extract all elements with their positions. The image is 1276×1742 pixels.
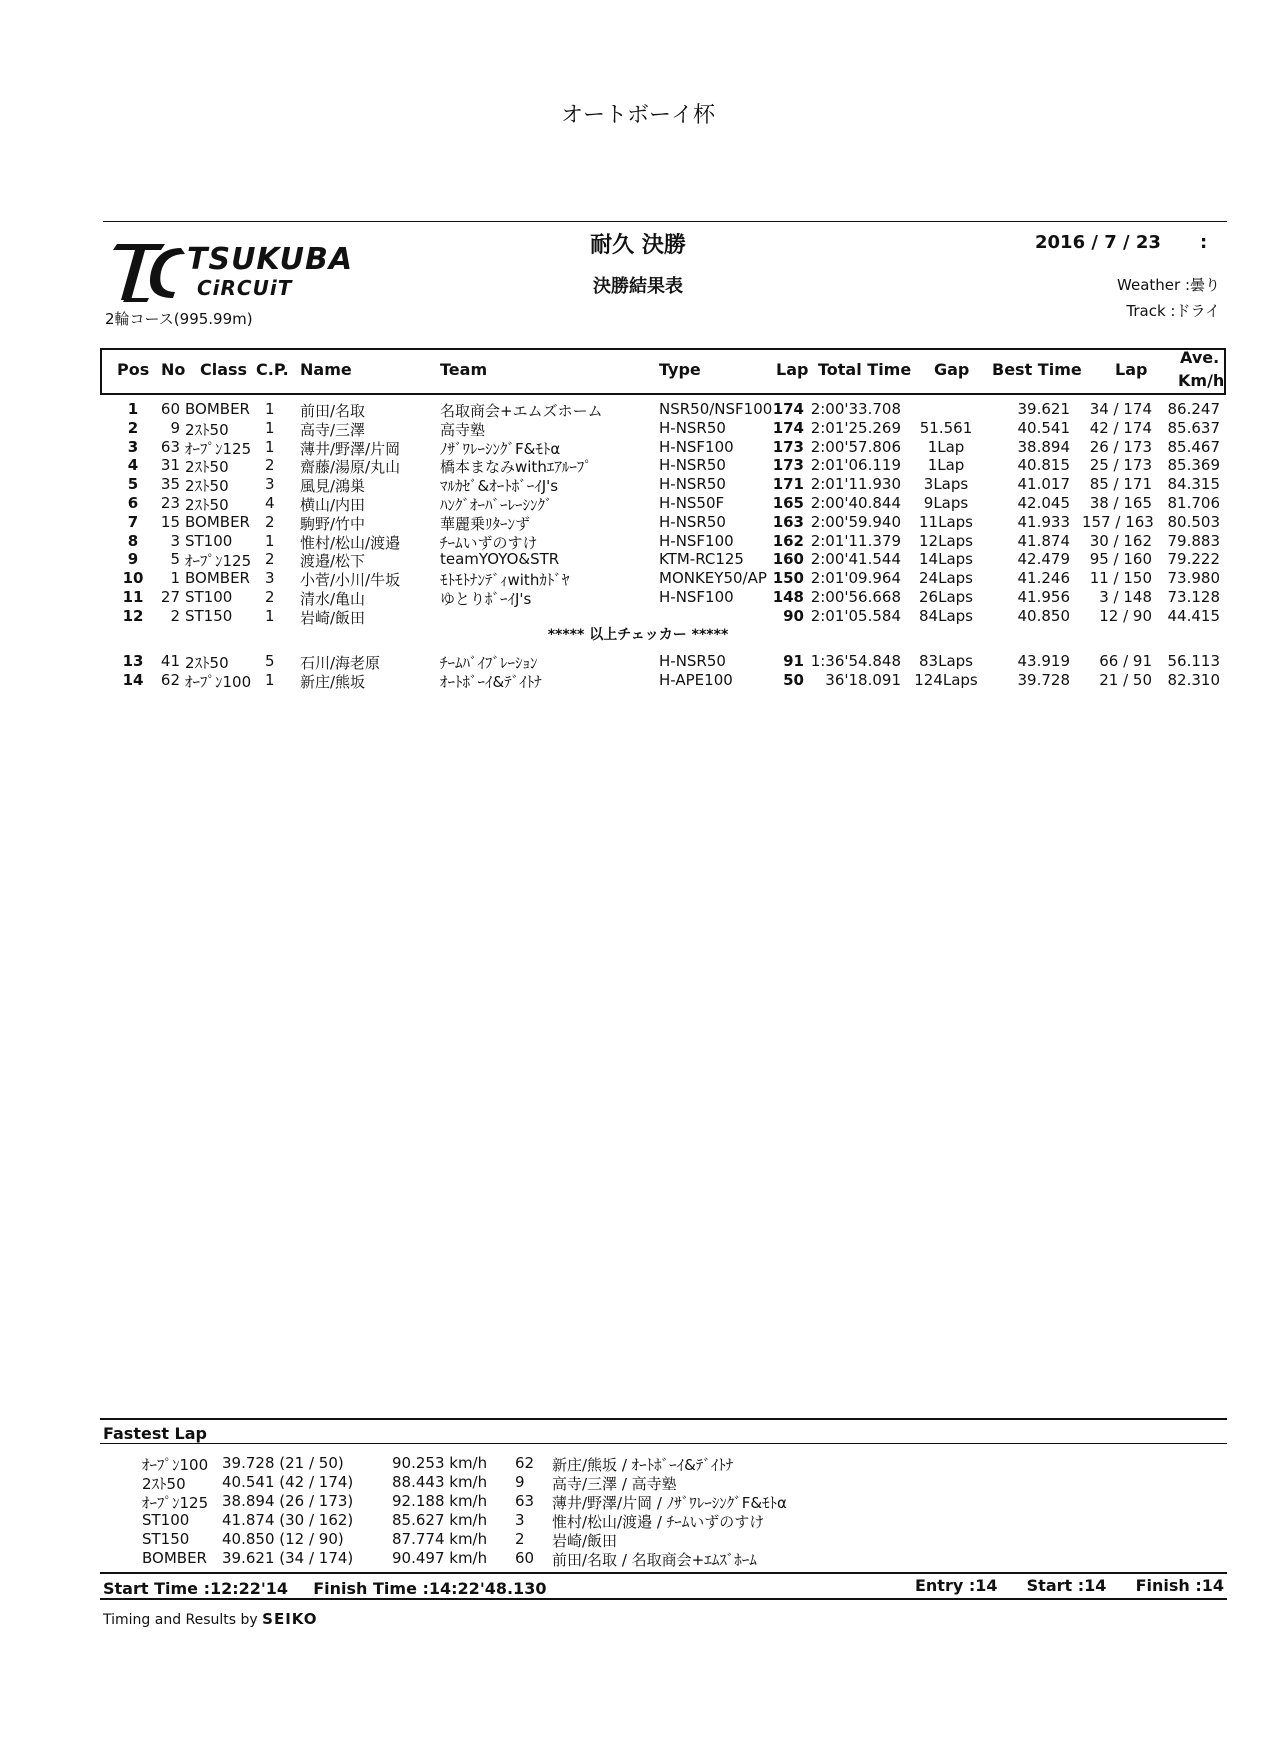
- fastest-rider-team: 惟村/松山/渡邉 / ﾁｰﾑいずのすけ: [552, 1513, 765, 1531]
- position: 14: [122, 670, 144, 689]
- fastest-class: ST150: [142, 1530, 190, 1548]
- best-lap: 95 / 160: [1089, 550, 1152, 569]
- fastest-car-number: 2: [515, 1530, 525, 1548]
- team-name: 高寺塾: [440, 420, 486, 439]
- class: 2ｽﾄ50: [185, 477, 229, 496]
- col-class: Class: [200, 360, 248, 379]
- table-row: [0, 532, 1276, 550]
- machine-type: H-NSR50: [659, 418, 726, 437]
- best-time: 41.874: [1017, 531, 1070, 550]
- machine-type: H-NSF100: [659, 588, 734, 606]
- machine-type: H-NSR50: [659, 456, 726, 475]
- class: 2ｽﾄ50: [185, 458, 229, 477]
- lap-count: 174: [772, 418, 804, 437]
- average-speed: 85.637: [1167, 418, 1220, 437]
- best-time: 40.850: [1017, 606, 1070, 625]
- best-time: 41.017: [1017, 475, 1070, 494]
- lap-count: 171: [772, 475, 804, 494]
- team-name: ﾊﾝｸﾞｵｰﾊﾞｰﾚｰｼﾝｸﾞ: [440, 496, 553, 514]
- total-time: 2:01'11.379: [810, 531, 901, 550]
- best-lap: 12 / 90: [1099, 606, 1152, 625]
- car-number: 15: [160, 512, 180, 531]
- class-position: 2: [265, 456, 275, 475]
- total-time: 2:00'41.544: [810, 550, 901, 569]
- footer-top-rule: [100, 1572, 1227, 1574]
- fastest-speed: 90.497 km/h: [392, 1549, 488, 1567]
- col-no: No: [161, 360, 186, 379]
- fastest-time: 41.874 (30 / 162): [222, 1511, 354, 1529]
- table-header-bottom-rule: [100, 393, 1226, 395]
- lap-count: 165: [772, 494, 804, 512]
- average-speed: 73.980: [1167, 569, 1220, 588]
- class-position: 3: [265, 475, 275, 494]
- car-number: 5: [170, 550, 180, 569]
- table-row: [0, 456, 1276, 477]
- position: 13: [122, 652, 144, 670]
- table-row: [0, 400, 1276, 418]
- total-time: 2:01'05.584: [810, 606, 901, 625]
- fastest-car-number: 63: [515, 1492, 535, 1510]
- class-position: 2: [265, 512, 275, 531]
- seiko-logo: SEIKO: [262, 1610, 318, 1628]
- race-times: [103, 1579, 546, 1598]
- class-position: 3: [265, 569, 275, 588]
- table-row: [0, 607, 1276, 625]
- col-name: Name: [300, 360, 352, 379]
- fastest-class: BOMBER: [142, 1549, 207, 1567]
- rider-names: 清水/亀山: [300, 590, 366, 608]
- car-number: 31: [160, 456, 180, 475]
- machine-type: H-NSR50: [659, 652, 726, 670]
- car-number: 62: [160, 670, 180, 689]
- class: ST100: [185, 588, 233, 606]
- class: BOMBER: [185, 512, 250, 531]
- rider-names: 岩崎/飯田: [300, 608, 366, 627]
- best-lap: 25 / 173: [1089, 456, 1152, 475]
- total-time: 2:00'57.806: [810, 437, 901, 456]
- table-row: [0, 588, 1276, 606]
- lap-count: 91: [783, 652, 804, 670]
- machine-type: H-NSR50: [659, 512, 726, 531]
- team-name: 橋本まなみwithｴｱﾙｰﾌﾟ: [440, 458, 592, 477]
- car-number: 63: [160, 437, 180, 456]
- lap-count: 173: [772, 456, 804, 475]
- machine-type: H-NSF100: [659, 437, 734, 456]
- fastest-speed: 87.774 km/h: [392, 1530, 488, 1548]
- class: ST100: [185, 531, 233, 550]
- fastest-car-number: 9: [515, 1473, 525, 1491]
- total-time: 1:36'54.848: [810, 652, 901, 670]
- average-speed: 44.415: [1167, 606, 1220, 625]
- best-time: 41.956: [1017, 588, 1070, 606]
- gap: 124Laps: [914, 670, 978, 689]
- footer-bottom-rule: [100, 1598, 1227, 1600]
- class: 2ｽﾄ50: [185, 496, 229, 514]
- event-title: 耐久 決勝: [590, 233, 686, 258]
- col-lap: Lap: [776, 360, 809, 379]
- class-position: 1: [265, 418, 275, 437]
- col-gap: Gap: [934, 360, 970, 379]
- average-speed: 79.883: [1167, 531, 1220, 550]
- fastest-class: 2ｽﾄ50: [142, 1475, 186, 1493]
- class-position: 1: [265, 531, 275, 550]
- team-name: 華麗乗ﾘﾀｰﾝず: [440, 514, 531, 533]
- rider-names: 風見/鴻巣: [300, 477, 366, 496]
- col-total-time: Total Time: [818, 360, 912, 379]
- col-best-lap: Lap: [1115, 360, 1148, 379]
- race-date: 2016 / 7 / 23: [1035, 232, 1161, 253]
- car-number: 41: [160, 652, 180, 670]
- report-subtitle: 決勝結果表: [593, 276, 683, 297]
- table-row: [0, 671, 1276, 689]
- col-team: Team: [440, 360, 488, 379]
- team-name: 名取商会+エムズホーム: [440, 402, 603, 420]
- gap: 14Laps: [919, 550, 973, 569]
- position: 1: [127, 400, 139, 418]
- fastest-lap-row: [0, 1530, 1276, 1548]
- col-best-time: Best Time: [992, 360, 1082, 379]
- team-name: ゆとりﾎﾞｰｲJ's: [440, 590, 532, 608]
- rider-names: 薄井/野澤/片岡: [300, 439, 401, 458]
- rider-names: 高寺/三澤: [300, 420, 366, 439]
- total-time: 2:01'11.930: [810, 475, 901, 494]
- fastest-class: ｵｰﾌﾟﾝ125: [142, 1494, 209, 1512]
- checker-divider: ***** 以上チェッカー *****: [547, 627, 729, 643]
- total-time: 2:00'40.844: [810, 494, 901, 512]
- best-lap: 11 / 150: [1089, 569, 1152, 588]
- track-status: Track :ドライ: [1126, 302, 1220, 320]
- gap: 9Laps: [923, 494, 969, 512]
- lap-count: 163: [772, 512, 804, 531]
- lap-count: 160: [772, 550, 804, 569]
- best-lap: 85 / 171: [1089, 475, 1152, 494]
- position: 2: [127, 418, 139, 437]
- col-kmh: Km/h: [1178, 371, 1225, 390]
- machine-type: H-APE100: [659, 670, 733, 689]
- car-number: 9: [170, 418, 180, 437]
- logo-word-bottom: CiRCUiT: [197, 276, 293, 300]
- gap: 3Laps: [923, 475, 969, 494]
- average-speed: 80.503: [1167, 512, 1220, 531]
- machine-type: H-NS50F: [659, 494, 725, 512]
- total-time: 2:01'25.269: [810, 418, 901, 437]
- col-pos: Pos: [117, 360, 150, 379]
- best-lap: 21 / 50: [1099, 670, 1152, 689]
- rider-names: 渡邉/松下: [300, 552, 366, 571]
- car-number: 23: [160, 494, 180, 512]
- fastest-lap-title-rule: [100, 1443, 1227, 1444]
- position: 3: [127, 437, 139, 456]
- position: 12: [122, 606, 144, 625]
- fastest-rider-team: 岩崎/飯田: [552, 1532, 618, 1550]
- best-time: 42.479: [1017, 550, 1070, 569]
- average-speed: 86.247: [1167, 400, 1220, 418]
- table-row: [0, 652, 1276, 670]
- lap-count: 90: [783, 606, 804, 625]
- best-lap: 38 / 165: [1089, 494, 1152, 512]
- fastest-lap-row: [0, 1511, 1276, 1529]
- average-speed: 85.467: [1167, 437, 1220, 456]
- total-time: 2:00'56.668: [810, 588, 901, 606]
- fastest-lap-title: Fastest Lap: [103, 1424, 207, 1443]
- machine-type: MONKEY50/AP: [659, 569, 767, 588]
- lap-count: 173: [772, 437, 804, 456]
- course-length: 2輪コース(995.99m): [105, 310, 253, 328]
- fastest-rider-team: 高寺/三澤 / 高寺塾: [552, 1475, 677, 1493]
- fastest-class: ｵｰﾌﾟﾝ100: [142, 1456, 209, 1474]
- class: ｵｰﾌﾟﾝ125: [185, 552, 252, 571]
- fastest-rider-team: 前田/名取 / 名取商会+ｴﾑｽﾞﾎｰﾑ: [552, 1551, 757, 1569]
- team-name: ﾏﾙｶｾﾞ&ｵｰﾄﾎﾞｰｲJ's: [440, 477, 559, 496]
- car-number: 35: [160, 475, 180, 494]
- machine-type: KTM-RC125: [659, 550, 744, 569]
- gap: 12Laps: [919, 531, 973, 550]
- rider-names: 前田/名取: [300, 402, 366, 420]
- best-lap: 66 / 91: [1099, 652, 1152, 670]
- average-speed: 85.369: [1167, 456, 1220, 475]
- lap-count: 50: [783, 670, 804, 689]
- best-time: 41.246: [1017, 569, 1070, 588]
- fastest-rider-team: 新庄/熊坂 / ｵｰﾄﾎﾞｰｲ&ﾃﾞｲﾄﾅ: [552, 1456, 734, 1474]
- gap: 83Laps: [919, 652, 973, 670]
- team-name: ﾉｻﾞﾜﾚｰｼﾝｸﾞF&ﾓﾄα: [440, 439, 561, 458]
- average-speed: 81.706: [1167, 494, 1220, 512]
- table-row: [0, 419, 1276, 437]
- class: BOMBER: [185, 569, 250, 588]
- fastest-time: 38.894 (26 / 173): [222, 1492, 354, 1510]
- gap: 1Lap: [927, 437, 965, 456]
- machine-type: NSR50/NSF100: [659, 400, 773, 418]
- fastest-lap-row: [0, 1492, 1276, 1510]
- finish-time: Finish Time :14:22'48.130: [313, 1579, 547, 1598]
- average-speed: 73.128: [1167, 588, 1220, 606]
- rider-names: 横山/内田: [300, 496, 366, 514]
- lap-count: 174: [772, 400, 804, 418]
- position: 11: [122, 588, 144, 606]
- credit-prefix: Timing and Results by: [103, 1612, 258, 1628]
- best-time: 40.815: [1017, 456, 1070, 475]
- fastest-car-number: 62: [515, 1454, 535, 1472]
- best-time: 41.933: [1017, 512, 1070, 531]
- machine-type: H-NSF100: [659, 531, 734, 550]
- total-time: 2:01'06.119: [810, 456, 901, 475]
- class-position: 5: [265, 652, 275, 670]
- average-speed: 79.222: [1167, 550, 1220, 569]
- table-row: [0, 494, 1276, 512]
- fastest-class: ST100: [142, 1511, 190, 1529]
- lap-count: 150: [772, 569, 804, 588]
- timing-credit: [103, 1610, 318, 1628]
- total-time: 2:01'09.964: [810, 569, 901, 588]
- fastest-speed: 90.253 km/h: [392, 1454, 488, 1472]
- rider-names: 石川/海老原: [300, 654, 381, 672]
- position: 9: [127, 550, 139, 569]
- class-position: 2: [265, 550, 275, 569]
- lap-count: 162: [772, 531, 804, 550]
- best-time: 40.541: [1017, 418, 1070, 437]
- col-cp: C.P.: [256, 360, 289, 379]
- gap: 24Laps: [919, 569, 973, 588]
- rider-names: 惟村/松山/渡邉: [300, 533, 401, 552]
- machine-type: H-NSR50: [659, 475, 726, 494]
- table-row: [0, 475, 1276, 496]
- best-time: 43.919: [1017, 652, 1070, 670]
- class-position: 2: [265, 588, 275, 606]
- header-top-rule: [103, 221, 1227, 222]
- class: 2ｽﾄ50: [185, 654, 229, 672]
- class: ST150: [185, 606, 233, 625]
- best-time: 38.894: [1017, 437, 1070, 456]
- start-time: Start Time :12:22'14: [103, 1579, 289, 1598]
- best-time: 39.728: [1017, 670, 1070, 689]
- average-speed: 82.310: [1167, 670, 1220, 689]
- car-number: 2: [170, 606, 180, 625]
- total-time: 2:00'59.940: [810, 512, 901, 531]
- class-position: 1: [265, 437, 275, 456]
- average-speed: 56.113: [1167, 652, 1220, 670]
- fastest-time: 39.728 (21 / 50): [222, 1454, 344, 1472]
- best-lap: 26 / 173: [1089, 437, 1152, 456]
- fastest-car-number: 60: [515, 1549, 535, 1567]
- col-type: Type: [659, 360, 701, 379]
- position: 8: [127, 531, 139, 550]
- car-number: 3: [170, 531, 180, 550]
- position: 4: [127, 456, 139, 475]
- table-row: [0, 550, 1276, 571]
- fastest-speed: 85.627 km/h: [392, 1511, 488, 1529]
- entry-counts: [915, 1576, 1224, 1595]
- best-lap: 30 / 162: [1089, 531, 1152, 550]
- rider-names: 齋藤/湯原/丸山: [300, 458, 401, 477]
- class: ｵｰﾌﾟﾝ100: [185, 672, 252, 691]
- fastest-time: 39.621 (34 / 174): [222, 1549, 354, 1567]
- car-number: 1: [170, 569, 180, 588]
- fastest-lap-row: [0, 1473, 1276, 1491]
- team-name: ﾁｰﾑいずのすけ: [440, 533, 538, 552]
- col-ave: Ave.: [1180, 348, 1220, 367]
- position: 10: [122, 569, 144, 588]
- fastest-lap-row: [0, 1549, 1276, 1567]
- best-lap: 3 / 148: [1099, 588, 1152, 606]
- position: 6: [127, 494, 139, 512]
- fastest-speed: 92.188 km/h: [392, 1492, 488, 1510]
- position: 5: [127, 475, 139, 494]
- class: ｵｰﾌﾟﾝ125: [185, 439, 252, 458]
- rider-names: 小菅/小川/牛坂: [300, 571, 401, 590]
- weather-status: Weather :曇り: [1117, 276, 1220, 294]
- best-lap: 42 / 174: [1089, 418, 1152, 437]
- team-name: ﾓﾄﾓﾄﾅﾝﾃﾞｨwithｶﾄﾞﾔ: [440, 571, 570, 590]
- table-row: [0, 569, 1276, 590]
- position: 7: [127, 512, 139, 531]
- logo-word-top: TSUKUBA: [187, 242, 354, 277]
- table-row: [0, 438, 1276, 456]
- fastest-time: 40.850 (12 / 90): [222, 1530, 344, 1548]
- car-number: 27: [160, 588, 180, 606]
- class-position: 1: [265, 606, 275, 625]
- fastest-car-number: 3: [515, 1511, 525, 1529]
- gap: 84Laps: [919, 606, 973, 625]
- entry-count: Entry :14: [914, 1576, 998, 1595]
- class: 2ｽﾄ50: [185, 420, 229, 439]
- team-name: ｵｰﾄﾎﾞｰｲ&ﾃﾞｲﾄﾅ: [440, 672, 542, 691]
- rider-names: 新庄/熊坂: [300, 672, 366, 691]
- page-title: オートボーイ杯: [560, 103, 715, 128]
- team-name: ﾁｰﾑﾊﾞｲﾌﾞﾚｰｼｮﾝ: [440, 654, 538, 672]
- gap: 51.561: [919, 418, 973, 437]
- car-number: 60: [160, 400, 180, 418]
- gap: 26Laps: [919, 588, 973, 606]
- best-time: 42.045: [1017, 494, 1070, 512]
- average-speed: 84.315: [1167, 475, 1220, 494]
- gap: 11Laps: [919, 512, 973, 531]
- fastest-speed: 88.443 km/h: [392, 1473, 488, 1491]
- best-lap: 34 / 174: [1089, 400, 1152, 418]
- table-header-top-rule: [100, 348, 1226, 350]
- rider-names: 駒野/竹中: [300, 514, 366, 533]
- race-time: :: [1200, 232, 1208, 253]
- gap: 1Lap: [927, 456, 965, 475]
- team-name: teamYOYO&STR: [440, 550, 560, 569]
- table-row: [0, 513, 1276, 531]
- best-time: 39.621: [1017, 400, 1070, 418]
- class: BOMBER: [185, 400, 250, 418]
- best-lap: 157 / 163: [1082, 512, 1154, 531]
- lap-count: 148: [772, 588, 804, 606]
- class-position: 1: [265, 400, 275, 418]
- table-header-left-rule: [100, 348, 102, 395]
- total-time: 2:00'33.708: [810, 400, 901, 418]
- fastest-time: 40.541 (42 / 174): [222, 1473, 354, 1491]
- class-position: 4: [265, 494, 275, 512]
- total-time: 36'18.091: [825, 670, 901, 689]
- start-count: Start :14: [1026, 1576, 1107, 1595]
- fastest-lap-row: [0, 1454, 1276, 1472]
- fastest-rider-team: 薄井/野澤/片岡 / ﾉｻﾞﾜﾚｰｼﾝｸﾞF&ﾓﾄα: [552, 1494, 787, 1512]
- fastest-lap-top-rule: [100, 1418, 1227, 1420]
- class-position: 1: [265, 670, 275, 689]
- finish-count: Finish :14: [1135, 1576, 1224, 1595]
